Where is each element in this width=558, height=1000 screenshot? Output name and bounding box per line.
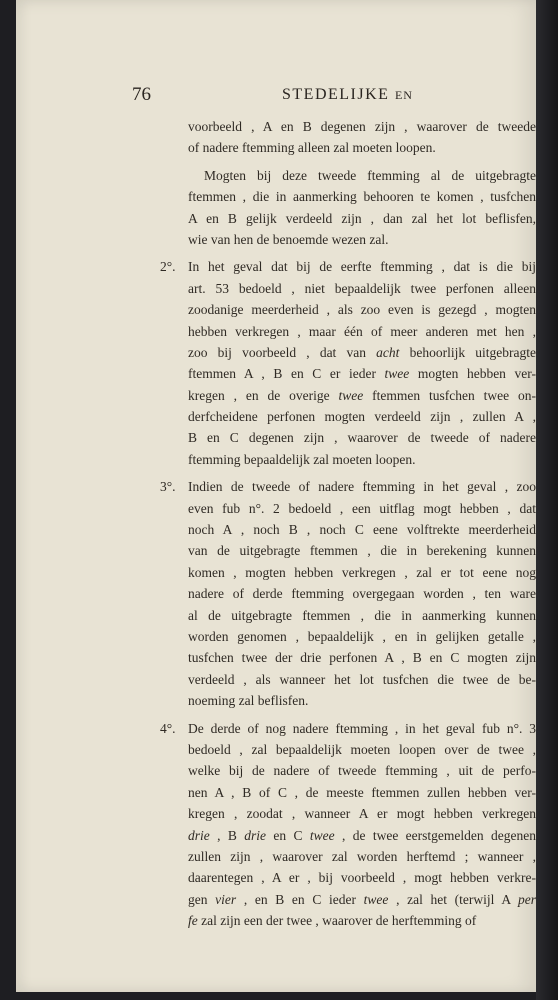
text-line: kregen , zoodat , wanneer A er mogt hebben verkregen (188, 806, 536, 822)
paragraph-number: 2°. (160, 259, 176, 275)
page-edge-shadow (536, 0, 558, 1000)
text-line: zoo bij voorbeeld , dat van acht behoorlijk uitgebragte (188, 344, 536, 360)
text-line: kregen , en de overige twee ftemmen tusfchen twee on- (188, 387, 536, 403)
paragraph-number: 4°. (160, 720, 176, 736)
paragraph (160, 476, 536, 711)
text-line: In het geval dat bij de eerfte ftemming , dat is die bij (188, 259, 536, 275)
paragraph (160, 718, 536, 932)
text-line: noeming zal beflisfen. (188, 693, 309, 709)
text-line: zoodanige meerderheid , als zoo even is gezegd , mogten (188, 302, 536, 318)
text-line: B en C degenen zijn , waarover de tweede of nadere (188, 430, 536, 446)
text-line: noch A , noch B , noch C eene volftrekte meerderheid (188, 522, 536, 538)
text-line: daarentegen , A er , bij voorbeeld , mogt hebben verkre- (188, 870, 536, 886)
text-line: derfcheidene perfonen mogten verdeeld zijn , zullen A , (188, 409, 536, 425)
text-line: fe zal zijn een der twee , waarover de herftemming of (188, 913, 477, 929)
text-line: art. 53 bedoeld , niet bepaaldelijk twee perfonen alleen (188, 280, 536, 296)
page-number: 76 (132, 84, 151, 105)
text-line: worden genomen , bepaaldelijk , en in gelijken getalle , (188, 628, 536, 644)
text-line: bedoeld , zal bepaaldelijk moeten loopen over de twee , (188, 741, 536, 757)
text-line: nen A , B of C , de meeste ftemmen zullen hebben ver- (188, 784, 536, 800)
text-line: even fub n°. 2 bedoeld , een uitflag mogt hebben , dat (188, 500, 536, 516)
text-line: Indien de tweede of nadere ftemming in het geval , zoo (188, 479, 536, 495)
text-line: verdeeld , als wanneer het lot tusfchen die twee de be- (188, 671, 536, 687)
text-line: ftemming bepaaldelijk zal moeten loopen. (188, 451, 416, 467)
text-line: tusfchen twee der drie perfonen A , B en C mogten zijn (188, 650, 536, 666)
book-page (16, 0, 536, 992)
text-line: Mogten bij deze tweede ftemming al de uitgebragte (204, 167, 536, 183)
text-line: al de uitgebragte ftemmen , die in aanmerking kunnen (188, 607, 536, 623)
text-line: of nadere ftemming alleen zal moeten loopen. (188, 140, 436, 156)
running-title-small: EN (394, 88, 413, 102)
running-title-main: STEDELIJKE (282, 86, 390, 103)
running-header (16, 84, 536, 114)
paragraph (160, 256, 536, 470)
paragraph (188, 165, 536, 251)
paragraph (188, 116, 536, 159)
text-line: hebben verkregen , maar één of meer anderen met hen , (188, 323, 536, 339)
text-line: zullen zijn , waarover zal worden herftemd ; wanneer , (188, 848, 536, 864)
running-title (282, 86, 413, 104)
text-line: gen vier , en B en C ieder twee , zal het (terwijl A per (188, 891, 536, 907)
text-line: De derde of nog nadere ftemming , in het geval fub n°. 3 (188, 720, 536, 736)
text-line: A en B gelijk verdeeld zijn , dan zal het lot beflisfen, (188, 210, 536, 226)
text-line: drie , B drie en C twee , de twee eerstgemelden degenen (188, 827, 536, 843)
text-line: welke bij de nadere of tweede ftemming , uit de perfo- (188, 763, 536, 779)
text-line: ftemmen , die in aanmerking behooren te komen , tusfchen (188, 189, 536, 205)
text-line: komen , mogten hebben verkregen , zal er tot eene nog (188, 564, 536, 580)
text-line: voorbeeld , A en B degenen zijn , waarover de tweede (188, 119, 536, 134)
text-line: wie van hen de benoemde wezen zal. (188, 231, 389, 247)
text-line: nadere of derde ftemming overgegaan worden , ten ware (188, 586, 536, 602)
text-line: van de uitgebragte ftemmen , die in berekening kunnen (188, 543, 536, 559)
paragraph-number: 3°. (160, 479, 176, 495)
body-text (160, 116, 536, 931)
text-line: ftemmen A , B en C er ieder twee mogten hebben ver- (188, 366, 536, 382)
